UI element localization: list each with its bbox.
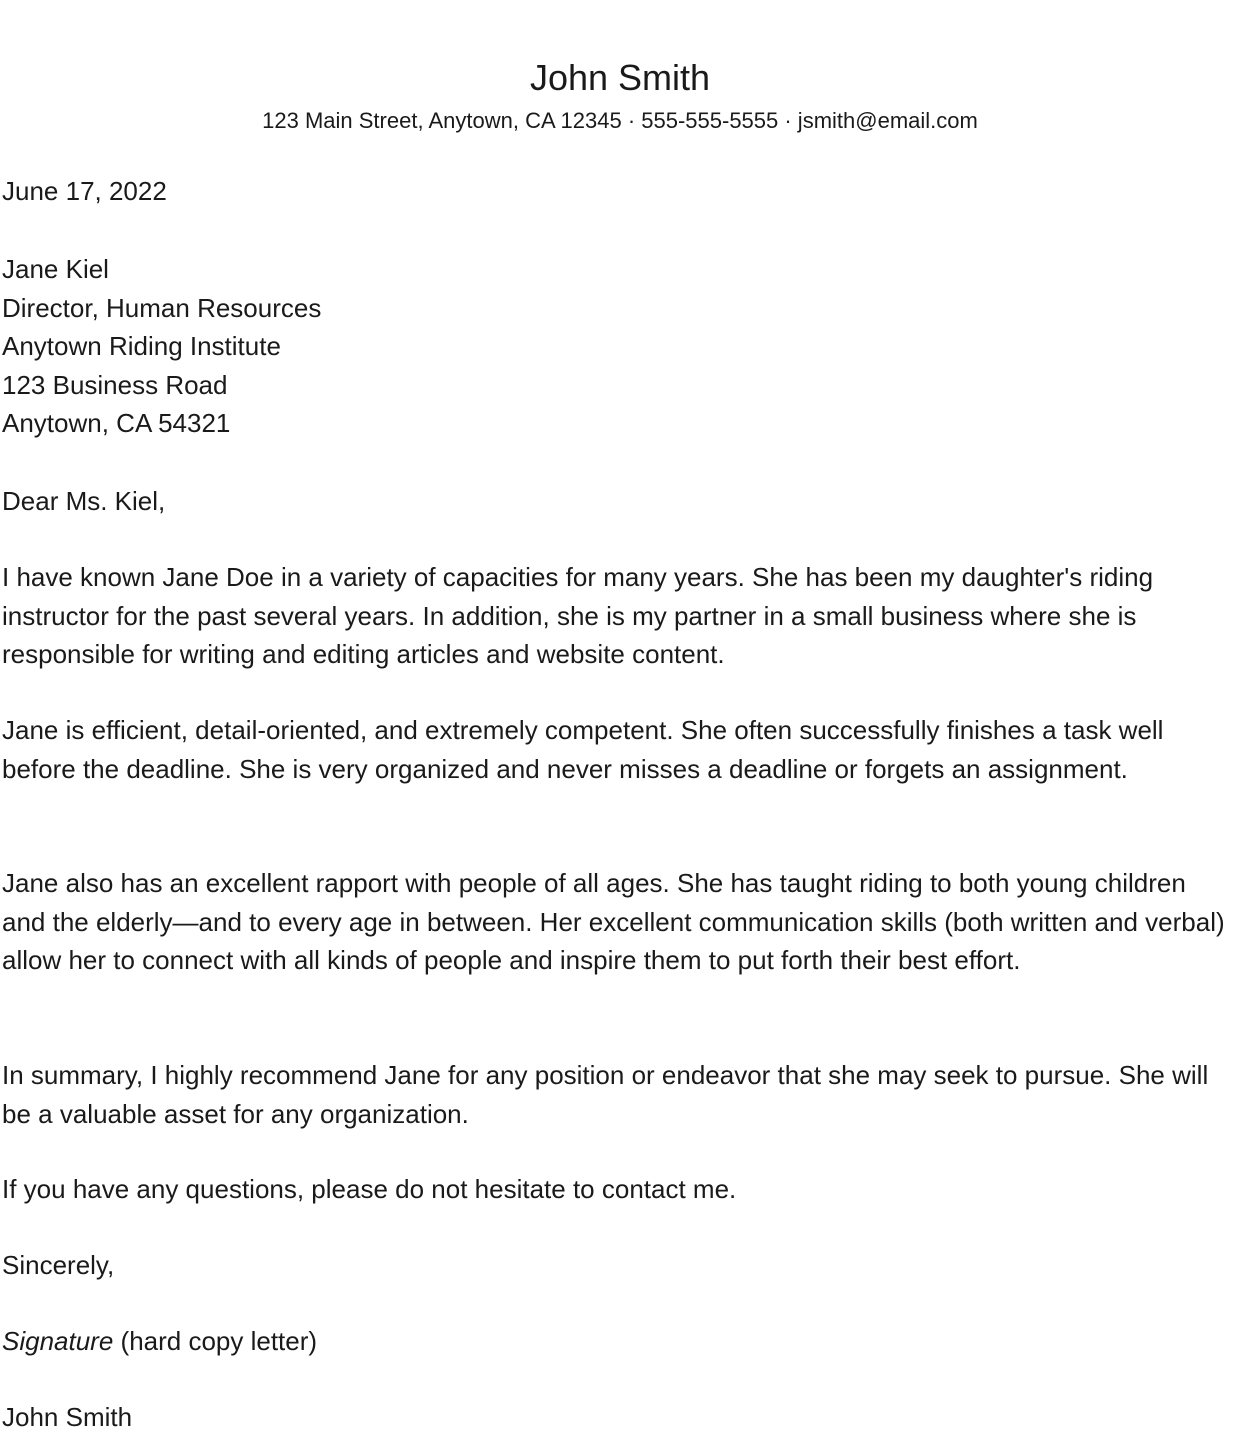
sender-contact-line: 123 Main Street, Anytown, CA 12345 · 555-555-5555 · jsmith@email.com (262, 108, 978, 133)
complimentary-closing: Sincerely, (2, 1250, 115, 1280)
recipient-city: Anytown, CA 54321 (2, 408, 231, 439)
signature-placeholder (2, 1322, 1227, 1361)
salutation: Dear Ms. Kiel, (2, 486, 166, 516)
body-paragraph: If you have any questions, please do not hesitate to contact me. (2, 1174, 737, 1204)
body-paragraph: Jane is efficient, detail-oriented, and extremely competent. She often successfully finishes a task well before the deadline. She is very organized and never misses a deadline or forgets an assignment. (2, 715, 1164, 784)
recipient-title: Director, Human Resources (2, 292, 322, 323)
body-paragraph: Jane also has an excellent rapport with people of all ages. She has taught riding to both young children and the elderly—and to every age in between. Her excellent communication skills (both written and verbal) allow her to connect with all kinds of people and inspire them to put forth their best effort. (2, 868, 1225, 976)
signature-note: (hard copy letter) (113, 1326, 318, 1356)
signature-label: Signature (2, 1326, 114, 1356)
typed-signer-name: John Smith (2, 1402, 133, 1432)
recipient-street: 123 Business Road (2, 369, 228, 400)
recipient-organization: Anytown Riding Institute (2, 331, 281, 362)
letter-date: June 17, 2022 (2, 176, 167, 206)
sender-name: John Smith (529, 57, 711, 98)
recipient-name: Jane Kiel (2, 254, 109, 284)
body-paragraph: In summary, I highly recommend Jane for any position or endeavor that she may seek to pursue. She will be a valuable asset for any organization. (2, 1060, 1209, 1129)
recipient-address-block (2, 250, 1227, 443)
body-paragraph: I have known Jane Doe in a variety of capacities for many years. She has been my daughter's riding instructor for the past several years. In addition, she is my partner in a small business where she is responsible for writing and editing articles and website content. (2, 562, 1154, 670)
